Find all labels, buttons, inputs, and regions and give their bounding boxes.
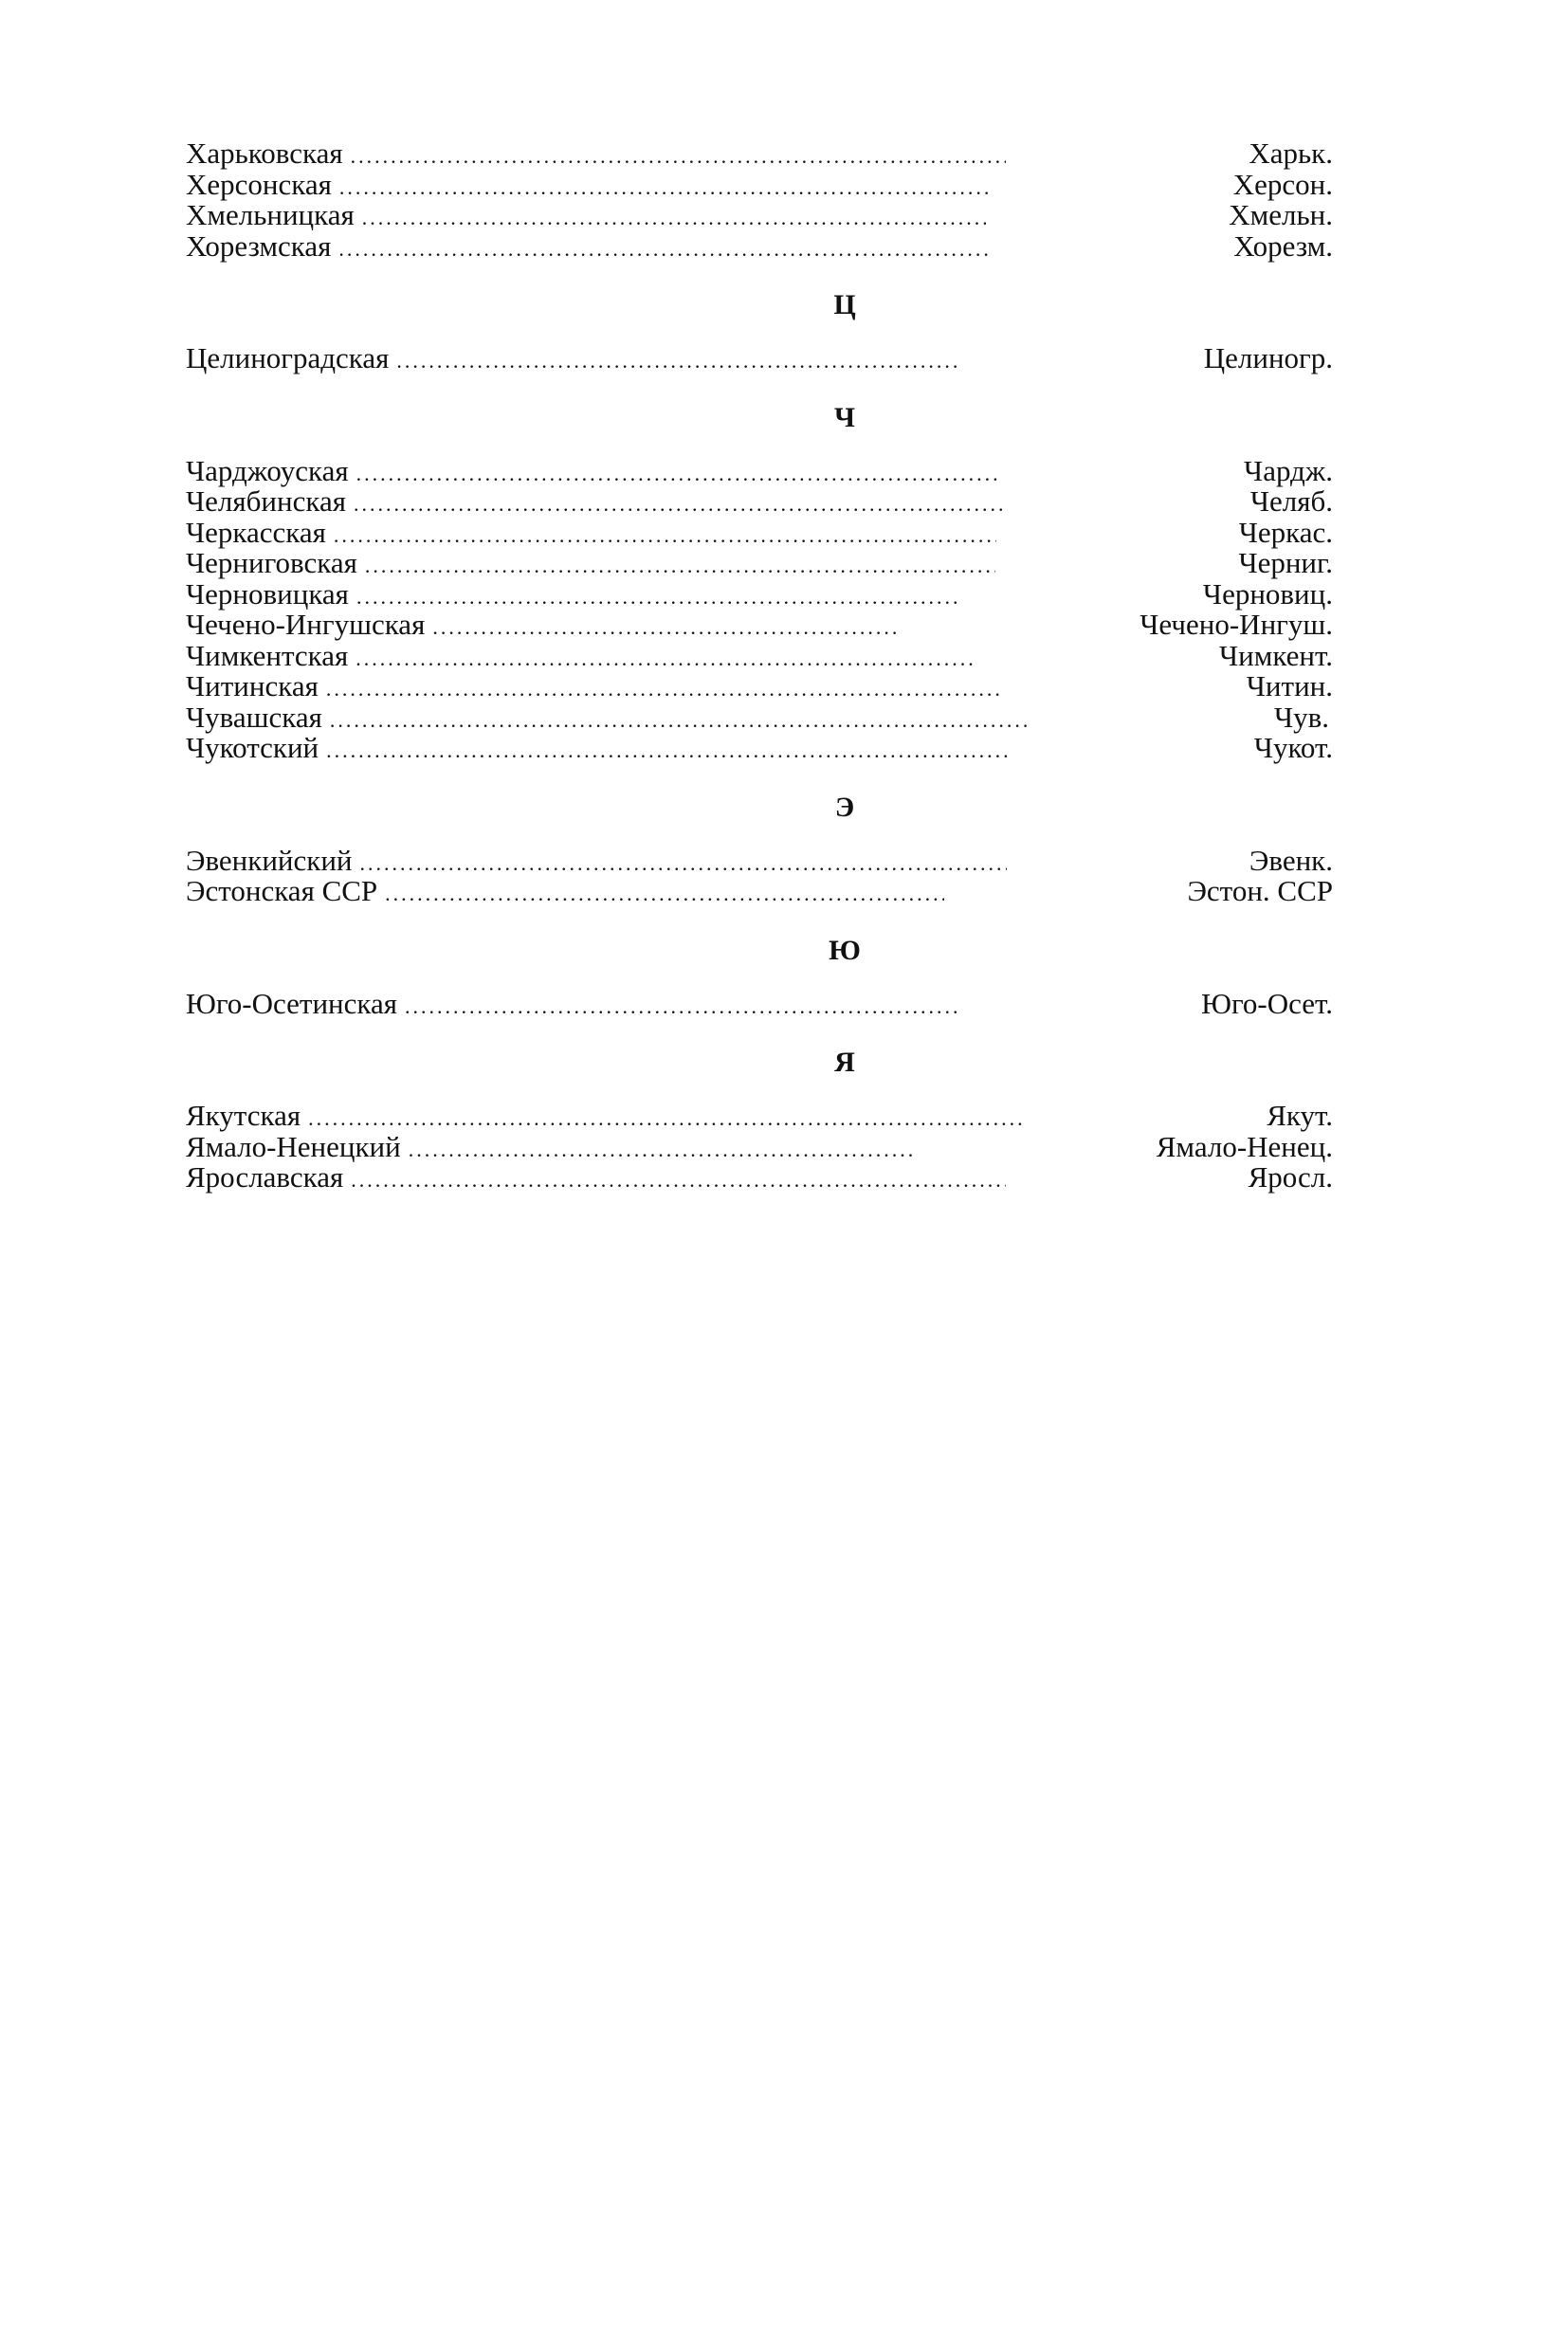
entry-name: Черкасская	[186, 517, 326, 549]
entry-abbreviation: Юго-Осет.	[1201, 986, 1333, 1020]
section-heading-ya: Я	[834, 1047, 855, 1078]
entry-abbreviation: Черниг.	[1238, 546, 1333, 579]
entry-name: Эвенкийский	[186, 845, 353, 877]
entry-name: Целиноградская	[186, 343, 390, 374]
entry-name: Чечено-Ингушская	[186, 610, 426, 641]
index-entry	[186, 453, 1333, 487]
index-entry	[186, 548, 1333, 579]
entry-abbreviation: Эвенк.	[1249, 843, 1333, 877]
section-heading-e: Э	[834, 791, 855, 823]
index-entry	[186, 200, 1333, 231]
dot-leader	[351, 1165, 1005, 1196]
entry-abbreviation: Чечено-Ингуш.	[1140, 608, 1333, 641]
dot-leader	[356, 582, 960, 613]
entry-name: Ямало-Ненецкий	[186, 1131, 401, 1163]
entry-abbreviation: Яросл.	[1248, 1160, 1333, 1194]
entry-abbreviation: Хмельн.	[1229, 198, 1333, 231]
entry-name: Чарджоуская	[186, 455, 349, 487]
entry-abbreviation: Читин.	[1246, 669, 1333, 702]
dot-leader	[409, 1135, 914, 1166]
entry-name: Челябинская	[186, 486, 346, 518]
index-entry	[186, 515, 1333, 549]
dot-leader	[360, 848, 1007, 880]
entry-abbreviation: Хорезм.	[1233, 228, 1333, 263]
section-yu-entries	[186, 986, 1333, 1020]
index-entry	[186, 843, 1333, 877]
dot-leader	[396, 346, 960, 377]
entry-abbreviation: Черновиц.	[1202, 576, 1333, 611]
index-entry	[186, 638, 1333, 672]
entry-abbreviation: Херсон.	[1232, 167, 1333, 201]
section-ya-entries	[186, 1101, 1333, 1194]
section-heading-yu: Ю	[829, 934, 861, 966]
index-entry	[186, 486, 1333, 518]
entry-name: Чукотский	[186, 733, 319, 764]
entry-abbreviation: Чардж.	[1244, 453, 1333, 487]
entry-abbreviation: Чукот.	[1253, 731, 1333, 764]
dot-leader	[351, 141, 1007, 173]
entry-abbreviation: Харьк.	[1249, 137, 1333, 170]
index-entry	[186, 167, 1333, 201]
index-entry	[186, 576, 1333, 611]
entry-abbreviation: Эстон. ССР	[1187, 874, 1333, 907]
entry-name: Чимкентская	[186, 640, 349, 672]
dot-leader	[356, 459, 1001, 490]
dot-leader	[356, 644, 976, 675]
index-entry	[186, 671, 1333, 702]
entry-name: Якутская	[186, 1101, 301, 1132]
entry-name: Юго-Осетинская	[186, 988, 398, 1020]
entry-abbreviation: Ямало-Ненец.	[1156, 1129, 1333, 1163]
index-entry	[186, 876, 1333, 907]
index-entry	[186, 228, 1333, 263]
entry-name: Черновицкая	[186, 578, 349, 611]
dot-leader	[326, 736, 1012, 767]
section-kh-entries	[186, 138, 1333, 262]
section-e-entries	[186, 843, 1333, 907]
abbreviation-index	[186, 138, 1333, 1194]
index-entry	[186, 1101, 1333, 1132]
entry-abbreviation: Чимкент.	[1219, 638, 1333, 672]
dot-leader	[326, 674, 1004, 705]
entry-name: Читинская	[186, 671, 319, 702]
entry-abbreviation: Целиногр.	[1203, 341, 1333, 374]
section-heading-ts: Ц	[833, 289, 856, 320]
dot-leader	[405, 992, 958, 1023]
dot-leader	[334, 520, 996, 552]
section-heading-ch: Ч	[833, 401, 856, 433]
entry-name: Черниговская	[186, 548, 357, 579]
entry-name: Херсонская	[186, 169, 332, 201]
dot-leader	[365, 551, 996, 582]
entry-abbreviation: Челяб.	[1249, 484, 1333, 518]
index-entry	[186, 1162, 1333, 1194]
dot-leader	[354, 489, 1008, 520]
dot-leader	[338, 234, 991, 265]
entry-name: Харьковская	[186, 138, 343, 170]
entry-abbreviation: Якут.	[1267, 1099, 1333, 1132]
index-entry	[186, 733, 1333, 764]
entry-name: Хорезмская	[186, 230, 332, 263]
index-entry	[186, 343, 1333, 374]
entry-name: Чувашская	[186, 702, 322, 734]
section-ts-entries	[186, 343, 1333, 374]
dot-leader	[432, 612, 897, 644]
dot-leader	[339, 173, 991, 204]
section-ch-entries	[186, 453, 1333, 764]
index-entry	[186, 702, 1333, 734]
dot-leader	[385, 879, 944, 910]
dot-leader	[330, 705, 1031, 737]
entry-name: Эстонская ССР	[186, 876, 378, 907]
entry-abbreviation: Черкас.	[1238, 515, 1333, 549]
entry-name: Хмельницкая	[186, 200, 355, 231]
index-entry	[186, 610, 1333, 641]
dot-leader	[362, 203, 987, 234]
entry-name: Ярославская	[186, 1162, 344, 1194]
index-entry	[186, 138, 1333, 170]
index-entry	[186, 986, 1333, 1020]
index-entry	[186, 1129, 1333, 1163]
dot-leader	[308, 1103, 1024, 1135]
entry-abbreviation: Чув.	[1274, 700, 1330, 734]
